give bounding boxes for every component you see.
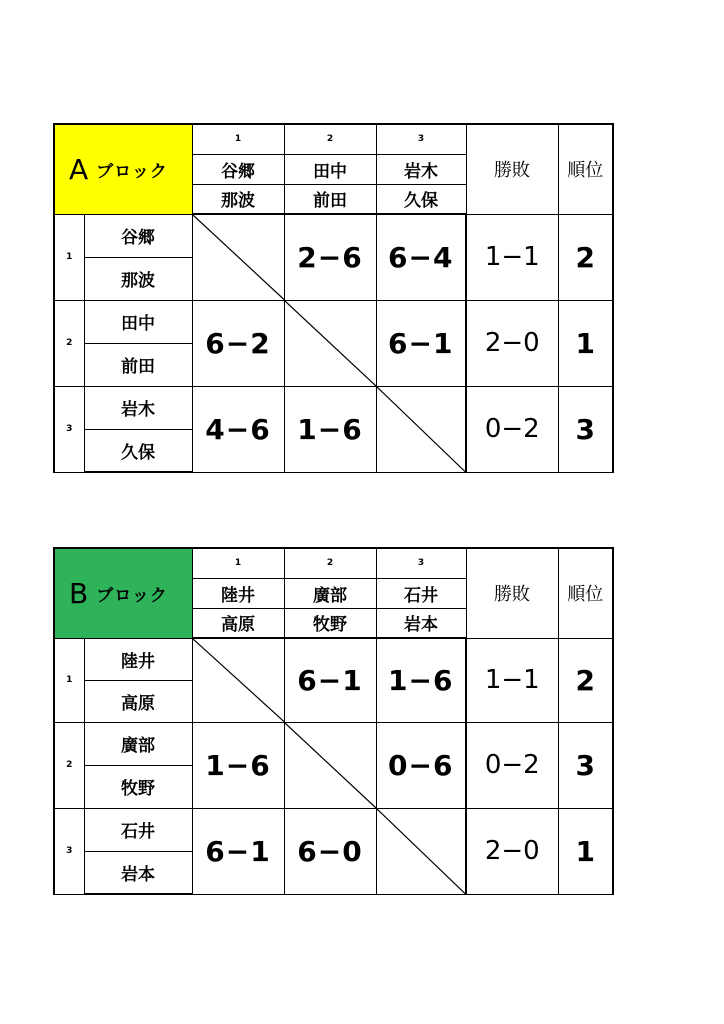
block-title: ブロック (96, 161, 168, 182)
col-player1-3: 岩木 (376, 154, 466, 184)
score-cell: 1−6 (376, 638, 466, 722)
col-number-1: 1 (192, 124, 284, 154)
score-cell: 1−6 (192, 722, 284, 808)
score-cell: 6−1 (192, 808, 284, 894)
row-player2-2: 牧野 (84, 765, 192, 808)
col-player1-3: 石井 (376, 578, 466, 608)
self-match-diagonal (192, 638, 284, 722)
col-player2-3: 岩本 (376, 608, 466, 638)
score-cell: 6−4 (376, 214, 466, 300)
col-player2-2: 前田 (284, 184, 376, 214)
wl-cell: 1−1 (466, 638, 558, 722)
wl-cell: 2−0 (466, 300, 558, 386)
col-number-3: 3 (376, 124, 466, 154)
col-player1-2: 廣部 (284, 578, 376, 608)
self-match-diagonal (376, 808, 466, 894)
row-player2-3: 岩本 (84, 851, 192, 894)
col-player2-1: 高原 (192, 608, 284, 638)
block-title: ブロック (96, 585, 168, 606)
col-player2-2: 牧野 (284, 608, 376, 638)
score-cell: 4−6 (192, 386, 284, 472)
col-player1-1: 陸井 (192, 578, 284, 608)
row-player2-3: 久保 (84, 429, 192, 472)
self-match-diagonal (284, 300, 376, 386)
rank-cell: 2 (558, 638, 613, 722)
row-player1-3: 岩木 (84, 386, 192, 429)
block-title-cell (54, 124, 192, 214)
col-player1-1: 谷郷 (192, 154, 284, 184)
score-cell: 6−0 (284, 808, 376, 894)
row-number-2: 2 (54, 300, 84, 386)
block-letter: B (69, 576, 89, 610)
score-cell: 0−6 (376, 722, 466, 808)
block-b-table (53, 547, 612, 895)
row-player1-2: 田中 (84, 300, 192, 343)
row-number-1: 1 (54, 214, 84, 300)
row-number-1: 1 (54, 638, 84, 722)
col-player2-3: 久保 (376, 184, 466, 214)
self-match-diagonal (192, 214, 284, 300)
row-number-2: 2 (54, 722, 84, 808)
row-player1-1: 谷郷 (84, 214, 192, 257)
block-a-table (53, 123, 612, 473)
block-letter: A (69, 152, 89, 186)
row-player1-2: 廣部 (84, 722, 192, 765)
row-player2-2: 前田 (84, 343, 192, 386)
col-number-2: 2 (284, 548, 376, 578)
col-number-1: 1 (192, 548, 284, 578)
rank-cell: 3 (558, 722, 613, 808)
score-cell: 1−6 (284, 386, 376, 472)
row-player2-1: 高原 (84, 680, 192, 722)
score-cell: 6−1 (284, 638, 376, 722)
row-player2-1: 那波 (84, 257, 192, 300)
rank-cell: 2 (558, 214, 613, 300)
self-match-diagonal (284, 722, 376, 808)
col-number-3: 3 (376, 548, 466, 578)
rank-header: 順位 (558, 548, 613, 638)
score-cell: 2−6 (284, 214, 376, 300)
rank-cell: 3 (558, 386, 613, 472)
col-player2-1: 那波 (192, 184, 284, 214)
row-player1-3: 石井 (84, 808, 192, 851)
wl-cell: 1−1 (466, 214, 558, 300)
wl-header: 勝敗 (466, 548, 558, 638)
block-title-cell (54, 548, 192, 638)
row-number-3: 3 (54, 808, 84, 894)
rank-cell: 1 (558, 808, 613, 894)
self-match-diagonal (376, 386, 466, 472)
score-cell: 6−1 (376, 300, 466, 386)
row-player1-1: 陸井 (84, 638, 192, 680)
score-cell: 6−2 (192, 300, 284, 386)
col-player1-2: 田中 (284, 154, 376, 184)
rank-header: 順位 (558, 124, 613, 214)
wl-cell: 0−2 (466, 386, 558, 472)
col-number-2: 2 (284, 124, 376, 154)
rank-cell: 1 (558, 300, 613, 386)
wl-cell: 2−0 (466, 808, 558, 894)
wl-header: 勝敗 (466, 124, 558, 214)
wl-cell: 0−2 (466, 722, 558, 808)
row-number-3: 3 (54, 386, 84, 472)
